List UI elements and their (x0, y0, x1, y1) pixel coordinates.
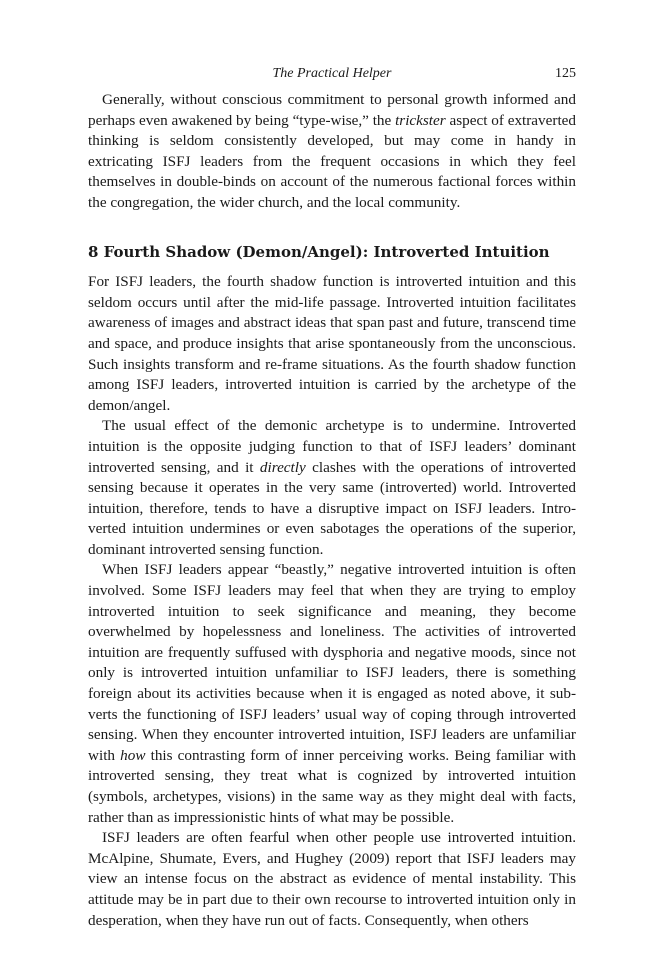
section-paragraph-2-emphasis: directly (259, 458, 306, 476)
running-header (88, 66, 576, 90)
section-paragraph-4: ISFJ leaders are often fearful when other people use introverted intuition. McAlpine, Shumate, Evers, and Hughey (2009) report that ISFJ leaders may view an intense focus on the abstract as evidence of mental instability. This attitude may be in part due to their own recourse to introverted intuition only in desperation, when they have run out of facts. Consequently, when others (88, 829, 576, 929)
section-paragraph-2-text-1: The usual effect of the demonic archetype is to undermine. Introverted intuition is the opposite judging function to that of ISFJ leaders’ dominant introverted sensing, and it (88, 417, 576, 476)
intro-paragraph-text-1: Generally, without conscious commitment to personal growth informed and perhaps even awakened by being “type-wise,” the (88, 91, 576, 129)
intro-paragraph (88, 90, 576, 214)
section-paragraph-2 (88, 416, 576, 560)
section-paragraph-3-emphasis: how (120, 746, 146, 764)
book-page (88, 66, 576, 931)
section-paragraph-1: For ISFJ leaders, the fourth shadow function is introverted intuition and this seldom occurs until after the mid-life passage. Introverted intuition facilitates awareness of images and abstract ideas that span past and future, transcend time and space, and produce insights that arise spontaneously from the unconscious. Such insights transform and re-frame situations. As the fourth shadow function among ISFJ leaders, introverted intuition is carried by the archetype of the demon/angel. (88, 273, 576, 414)
section-paragraph-3-text-2: this contrasting form of inner perceiving works. Being familiar with introverted sensing, they treat what is cognized by introverted intuition (symbols, archetypes, visions) in the same way as they might deal with facts, rather than as impressionistic hints of what may be possible. (88, 746, 576, 826)
section-heading: 8 Fourth Shadow (Demon/Angel): Introverted Intuition (88, 242, 550, 261)
page-number: 125 (555, 66, 576, 81)
running-title: The Practical Helper (272, 66, 392, 81)
body-text (88, 90, 576, 931)
intro-paragraph-text-2: aspect of extraverted thinking is seldom consistently developed, but may come in handy in extricating ISFJ leaders from the frequent occasions in which they feel themselves in double-binds on account of the numerous factional forces within the congregation, the wider church, and the local community. (88, 111, 576, 211)
intro-paragraph-emphasis: trickster (395, 111, 446, 129)
section-paragraph-3-text-1: When ISFJ leaders appear “beastly,” negative introverted intuition is often involved. Some ISFJ leaders may feel that when they are trying to employ introverted intuition to seek significance and meaning, they become overwhelmed by hopelessness and loneliness. The activities of introverted intuition are frequently suffused with dysphoria and negative moods, since not only is introverted intuition unfamiliar to ISFJ leaders, there is something foreign about its activities because when it is engaged as noted above, it subverts the functioning of ISFJ leaders’ usual way of coping through introverted sensing. When they encounter introverted intuition, ISFJ leaders are unfamiliar with (88, 561, 576, 764)
section-paragraph-2-text-2: clashes with the operations of introverted sensing because it operates in the very same (introverted) world. Introverted intuition, therefore, tends to have a disruptive impact on ISFJ leaders. Introverted intuition undermines or even sabotages the operations of the superior, dominant introverted sensing function. (88, 458, 576, 558)
section-paragraph-3 (88, 560, 576, 828)
